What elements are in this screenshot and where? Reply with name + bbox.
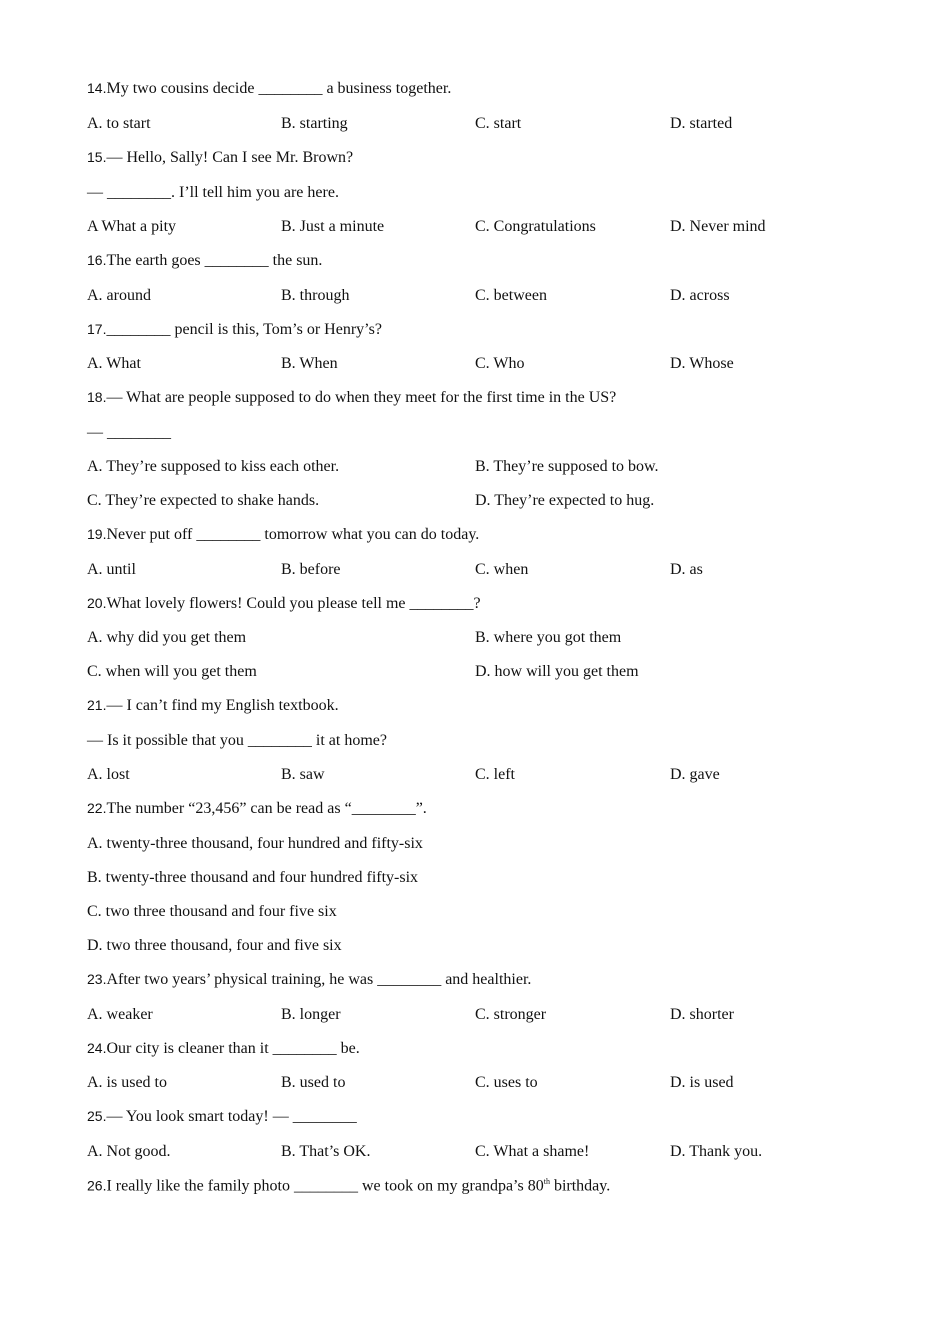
question-reply: — Is it possible that you ________ it at home? [87, 732, 387, 749]
question-text: My two cousins decide ________ a business together. [106, 80, 452, 97]
option-b: B. longer [281, 1006, 341, 1023]
option-b: B. twenty-three thousand and four hundred fifty-six [87, 869, 419, 886]
option-d: D. Whose [670, 355, 734, 372]
option-b: B. before [281, 561, 341, 578]
question-24 [87, 1040, 360, 1058]
option-d: D. started [670, 115, 733, 132]
option-c: C. uses to [475, 1074, 538, 1091]
option-d: D. Never mind [670, 218, 766, 235]
option-c: C. What a shame! [475, 1143, 590, 1160]
question-text: The earth goes ________ the sun. [106, 252, 323, 269]
option-d: D. two three thousand, four and five six [87, 937, 342, 954]
option-c: C. stronger [475, 1006, 547, 1023]
question-text: — I can’t find my English textbook. [106, 697, 339, 714]
option-b: B. That’s OK. [281, 1143, 371, 1160]
question-17 [87, 321, 382, 339]
question-18 [87, 389, 616, 407]
option-d: D. They’re expected to hug. [475, 492, 655, 509]
option-b: B. starting [281, 115, 348, 132]
question-number: 23. [87, 971, 107, 987]
question-20 [87, 595, 481, 613]
option-b: B. Just a minute [281, 218, 385, 235]
option-c: C. They’re expected to shake hands. [87, 492, 320, 509]
option-a: A. around [87, 287, 151, 304]
option-c: C. left [475, 766, 515, 783]
question-15 [87, 149, 353, 167]
option-a: A. twenty-three thousand, four hundred and fifty-six [87, 835, 423, 852]
option-a: A. until [87, 561, 136, 578]
option-a: A. why did you get them [87, 629, 247, 646]
option-d: D. how will you get them [475, 663, 639, 680]
option-a: A. is used to [87, 1074, 167, 1091]
question-number: 26. [87, 1177, 107, 1194]
option-a: A. What [87, 355, 141, 372]
question-text: After two years’ physical training, he was ________ and healthier. [106, 971, 532, 988]
option-b: B. where you got them [475, 629, 622, 646]
question-text: Never put off ________ tomorrow what you can do today. [106, 526, 480, 543]
question-number: 17. [87, 321, 107, 337]
option-b: B. When [281, 355, 338, 372]
option-b: B. They’re supposed to bow. [475, 458, 659, 475]
question-text: ________ pencil is this, Tom’s or Henry’s? [106, 321, 382, 338]
question-text: Our city is cleaner than it ________ be. [106, 1040, 360, 1057]
ordinal-suffix: th [543, 1177, 550, 1186]
question-number: 18. [87, 389, 107, 405]
option-d: D. shorter [670, 1006, 734, 1023]
question-number: 24. [87, 1040, 107, 1056]
question-22 [87, 800, 427, 818]
option-c: C. between [475, 287, 547, 304]
question-19 [87, 526, 479, 544]
question-number: 25. [87, 1108, 107, 1124]
question-23 [87, 971, 531, 989]
question-text-end: birthday. [549, 1177, 611, 1195]
option-c: C. Congratulations [475, 218, 596, 235]
question-reply: — ________. I’ll tell him you are here. [87, 184, 339, 201]
question-number: 14. [87, 80, 107, 96]
option-d: D. across [670, 287, 730, 304]
question-25 [87, 1108, 357, 1126]
question-number: 16. [87, 252, 107, 268]
option-b: B. used to [281, 1074, 346, 1091]
question-text: — What are people supposed to do when they meet for the first time in the US? [106, 389, 617, 406]
question-16 [87, 252, 322, 270]
option-a: A. to start [87, 115, 151, 132]
question-14 [87, 80, 451, 98]
question-number: 15. [87, 149, 107, 165]
question-text: — You look smart today! — ________ [106, 1108, 357, 1125]
option-d: D. Thank you. [670, 1143, 763, 1160]
option-c: C. two three thousand and four five six [87, 903, 337, 920]
option-a: A. They’re supposed to kiss each other. [87, 458, 340, 475]
option-a: A What a pity [87, 218, 177, 235]
question-number: 19. [87, 526, 107, 542]
option-c: C. Who [475, 355, 525, 372]
question-text: — Hello, Sally! Can I see Mr. Brown? [106, 149, 354, 166]
option-c: C. when [475, 561, 529, 578]
question-text: What lovely flowers! Could you please tell me ________? [106, 595, 481, 612]
option-c: C. when will you get them [87, 663, 257, 680]
question-number: 22. [87, 800, 107, 816]
option-a: A. weaker [87, 1006, 153, 1023]
question-26 [87, 1177, 610, 1195]
question-21 [87, 697, 339, 715]
option-c: C. start [475, 115, 522, 132]
question-number: 20. [87, 595, 107, 611]
question-text: The number “23,456” can be read as “________”. [106, 800, 427, 817]
option-b: B. saw [281, 766, 325, 783]
option-a: A. lost [87, 766, 130, 783]
option-d: D. as [670, 561, 703, 578]
question-text: I really like the family photo ________ we took on my grandpa’s 80 [106, 1177, 544, 1195]
question-number: 21. [87, 697, 107, 713]
option-b: B. through [281, 287, 350, 304]
option-d: D. is used [670, 1074, 734, 1091]
question-reply: — ________ [87, 424, 171, 441]
option-d: D. gave [670, 766, 720, 783]
option-a: A. Not good. [87, 1143, 171, 1160]
